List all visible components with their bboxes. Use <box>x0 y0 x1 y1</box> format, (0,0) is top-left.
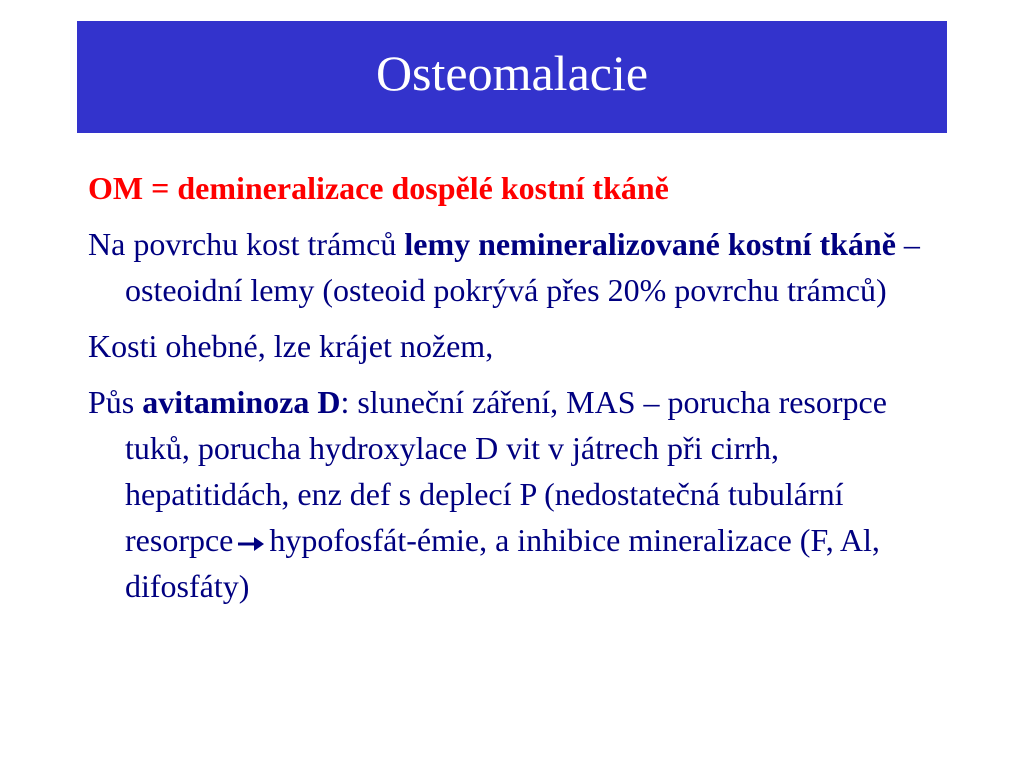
osteoid-detail-text: – osteoidní lemy (osteoid pokrývá přes 20% povrchu trámců) <box>125 226 920 308</box>
cause-result-text: hypofosfát-émie, a inhibice mineralizace (F, Al, difosfáty) <box>125 522 880 604</box>
slide-body <box>88 165 948 619</box>
right-arrow-icon <box>237 535 265 553</box>
cause-intro-text: Půs <box>88 384 143 420</box>
cause-detail-text: : sluneční záření, MAS – porucha resorpce tuků, porucha hydroxylace D vit v játrech při cirrh, hepatitidách, enz def s deplecí P (nedostatečná tubulární resorpce <box>125 384 887 558</box>
osteoid-bold-text: lemy nemineralizované kostní tkáně <box>404 226 896 262</box>
bones-paragraph <box>88 323 948 369</box>
osteoid-paragraph <box>88 221 948 313</box>
title-bar <box>77 21 947 133</box>
bones-text: Kosti ohebné, lze krájet nožem, <box>88 328 494 364</box>
osteoid-intro-text: Na povrchu kost trámců <box>88 226 405 262</box>
definition-text: OM = demineralizace dospělé kostní tkáně <box>88 170 669 206</box>
cause-bold-text: avitaminoza D <box>142 384 341 420</box>
cause-paragraph <box>88 379 948 609</box>
definition-paragraph <box>88 165 948 211</box>
slide-title: Osteomalacie <box>375 45 649 101</box>
